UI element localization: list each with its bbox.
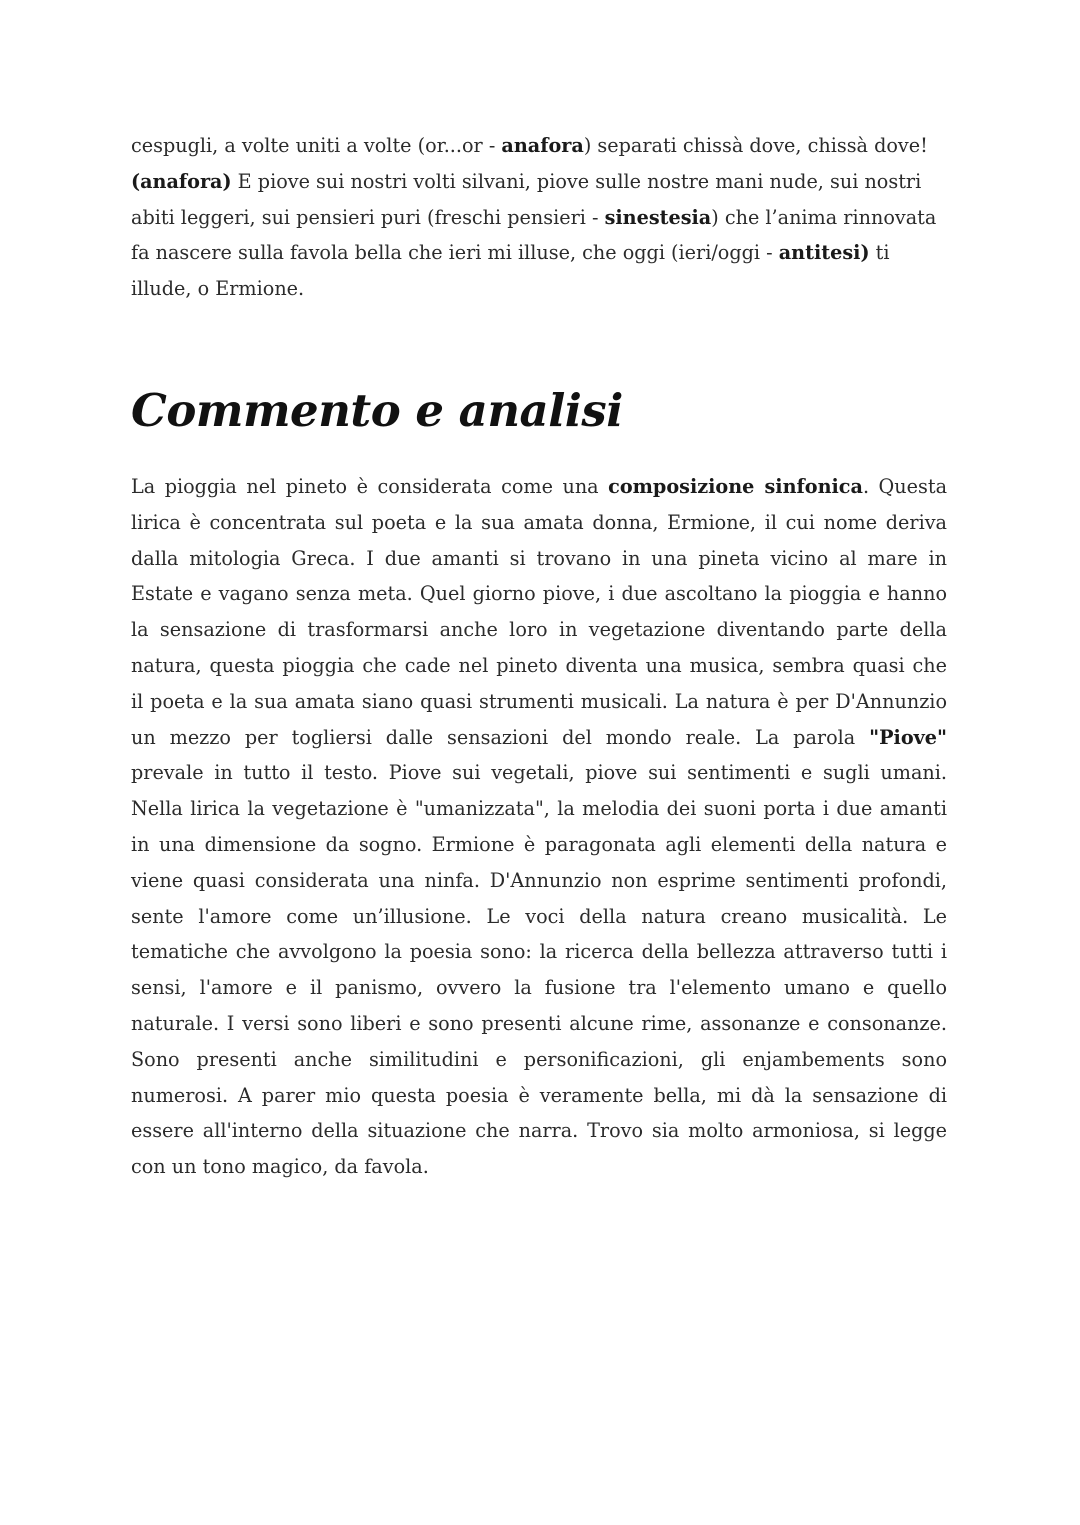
figure-antitesi: antitesi) <box>778 241 870 265</box>
body-line-1: La pioggia nel pineto è considerata come una composizione sinfonica. Questa <box>131 475 948 498</box>
intro-paragraph <box>131 128 947 307</box>
body-line-12: viene quasi considerata una ninfa. D'Annunzio non esprime sentimenti profondi, <box>131 868 947 892</box>
body-line-18: numerosi. A parer mio questa poesia è veramente bella, mi dà la sensazione di <box>131 1083 947 1107</box>
body-line-3: dalla mitologia Greca. I due amanti si trovano in una pineta vicino al mare in <box>131 546 947 570</box>
body-line-6: natura, questa pioggia che cade nel pineto diventa una musica, sembra quasi che <box>131 653 947 677</box>
bold-composizione-sinfonica: composizione sinfonica <box>608 475 863 498</box>
section-heading: Commento e analisi <box>131 384 623 437</box>
analysis-paragraph <box>131 469 947 1185</box>
body-line-17: Sono presenti anche similitudini e personificazioni, gli enjambements sono <box>131 1047 947 1071</box>
body-line-10: Nella lirica la vegetazione è "umanizzata", la melodia dei suoni porta i due amanti <box>131 797 947 821</box>
body-line-11: in una dimensione da sogno. Ermione è paragonata agli elementi della natura e <box>131 832 947 856</box>
body-line-14: tematiche che avvolgono la poesia sono: la ricerca della bellezza attraverso tutti i <box>131 940 947 964</box>
body-line-15: sensi, l'amore e il panismo, ovvero la fusione tra l'elemento umano e quello <box>131 976 947 1000</box>
intro-line-5: illude, o Ermione. <box>131 277 305 301</box>
body-line-13: sente l'amore come un’illusione. Le voci della natura creano musicalità. Le <box>131 904 947 928</box>
figure-anafora-2: (anafora) <box>131 169 232 193</box>
intro-line-2: (anafora) E piove sui nostri volti silvani, piove sulle nostre mani nude, sui nostri <box>131 169 922 193</box>
body-line-7: il poeta e la sua amata siano quasi strumenti musicali. La natura è per D'Annunzio <box>131 689 947 713</box>
figure-anafora: anafora <box>501 134 584 157</box>
body-line-8: un mezzo per togliersi dalle sensazioni del mondo reale. La parola "Piove" <box>131 725 947 749</box>
body-line-2: lirica è concentrata sul poeta e la sua amata donna, Ermione, il cui nome deriva <box>131 510 947 534</box>
body-line-20: con un tono magico, da favola. <box>131 1155 429 1179</box>
intro-line-3: abiti leggeri, sui pensieri puri (freschi pensieri - sinestesia) che l’anima rinnovata <box>131 205 937 229</box>
body-line-9: prevale in tutto il testo. Piove sui vegetali, piove sui sentimenti e sugli umani. <box>131 761 947 785</box>
body-line-19: essere all'interno della situazione che narra. Trovo sia molto armoniosa, si legge <box>131 1119 947 1143</box>
body-line-16: naturale. I versi sono liberi e sono presenti alcune rime, assonanze e consonanze. <box>131 1011 947 1035</box>
body-line-5: la sensazione di trasformarsi anche loro in vegetazione diventando parte della <box>131 618 947 642</box>
body-line-4: Estate e vagano senza meta. Quel giorno piove, i due ascoltano la pioggia e hanno <box>131 582 947 606</box>
bold-piove: "Piove" <box>869 725 947 749</box>
figure-sinestesia: sinestesia <box>604 205 712 229</box>
intro-line-1: cespugli, a volte uniti a volte (or...or - anafora) separati chissà dove, chissà dove! <box>131 134 928 157</box>
intro-line-4: fa nascere sulla favola bella che ieri mi illuse, che oggi (ieri/oggi - antitesi) ti <box>131 241 890 265</box>
